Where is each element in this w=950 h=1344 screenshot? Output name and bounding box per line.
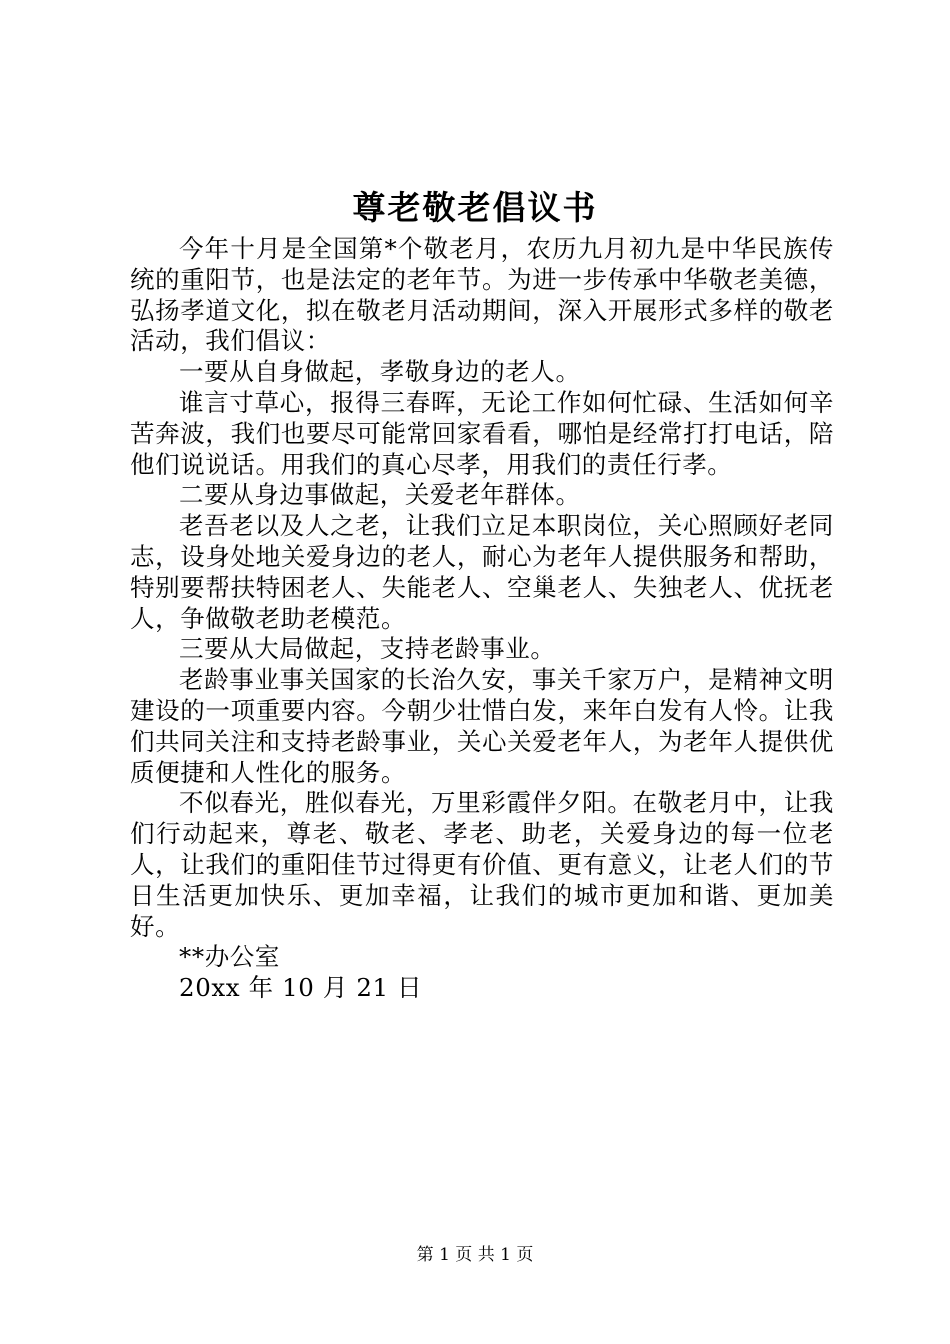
paragraph-body-3: 老龄事业事关国家的长治久安，事关千家万户，是精神文明建设的一项重要内容。今朝少壮惜白发，来年白发有人怜。让我们共同关注和支持老龄事业，关心关爱老年人，为老年人提供优质便捷和人性化的服务。 bbox=[130, 665, 834, 787]
paragraph-heading-2: 二要从身边事做起，关爱老年群体。 bbox=[179, 480, 581, 510]
paragraph-intro: 今年十月是全国第*个敬老月，农历九月初九是中华民族传统的重阳节，也是法定的老年节。为进一步传承中华敬老美德，弘扬孝道文化，拟在敬老月活动期间，深入开展形式多样的敬老活动，我们倡议： bbox=[130, 234, 834, 356]
document-date: 20xx 年 10 月 21 日 bbox=[179, 973, 423, 1003]
page-footer: 第 1 页 共 1 页 bbox=[416, 1245, 534, 1265]
signature: **办公室 bbox=[179, 942, 280, 972]
paragraph-body-2: 老吾老以及人之老，让我们立足本职岗位，关心照顾好老同志，设身处地关爱身边的老人，耐心为老年人提供服务和帮助，特别要帮扶特困老人、失能老人、空巢老人、失独老人、优抚老人，争做敬老助老模范。 bbox=[130, 511, 834, 633]
paragraph-body-1: 谁言寸草心，报得三春晖，无论工作如何忙碌、生活如何辛苦奔波，我们也要尽可能常回家看看，哪怕是经常打打电话，陪他们说说话。用我们的真心尽孝，用我们的责任行孝。 bbox=[130, 387, 834, 479]
document-title: 尊老敬老倡议书 bbox=[352, 188, 598, 227]
paragraph-heading-3: 三要从大局做起，支持老龄事业。 bbox=[179, 634, 556, 664]
document-body bbox=[130, 234, 834, 1004]
paragraph-heading-1: 一要从自身做起，孝敬身边的老人。 bbox=[179, 357, 581, 387]
paragraph-closing: 不似春光，胜似春光，万里彩霞伴夕阳。在敬老月中，让我们行动起来，尊老、敬老、孝老、助老，关爱身边的每一位老人，让我们的重阳佳节过得更有价值、更有意义，让老人们的节日生活更加快乐、更加幸福，让我们的城市更加和谐、更加美好。 bbox=[130, 788, 834, 941]
